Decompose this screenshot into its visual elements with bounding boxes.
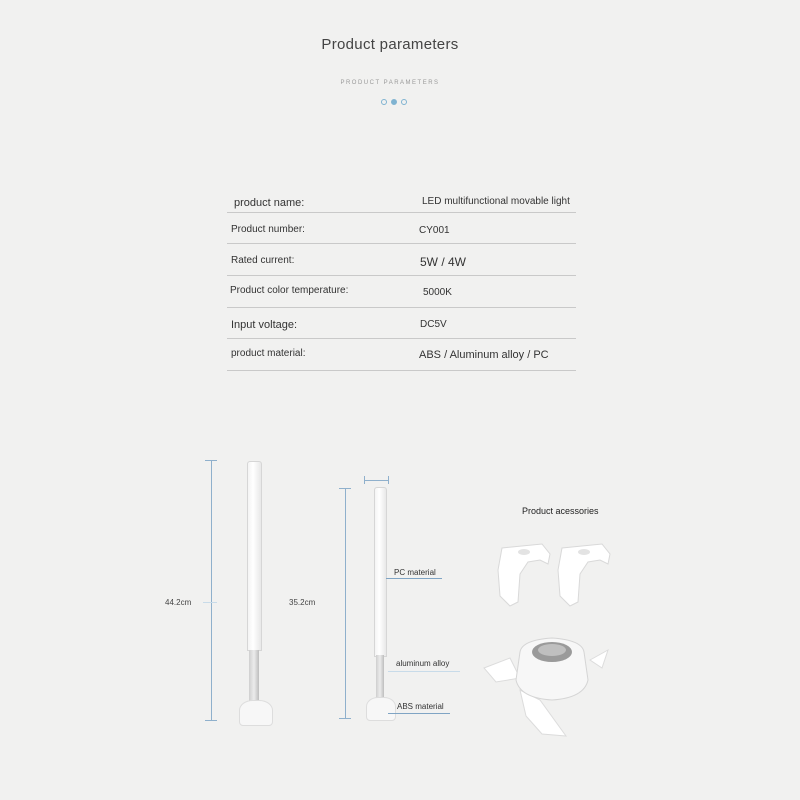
param-row-current — [227, 244, 576, 276]
tube-height-label: 35.2cm — [289, 598, 316, 607]
lamp-base — [366, 697, 396, 721]
param-row-color-temp — [227, 276, 576, 308]
param-row-number — [227, 213, 576, 244]
param-value: LED multifunctional movable light — [422, 196, 570, 207]
decorative-dots — [381, 99, 411, 107]
lamp-stem — [376, 655, 384, 700]
aluminum-alloy-label: aluminum alloy — [396, 659, 450, 668]
param-label: Product number: — [231, 224, 305, 235]
page-subtitle: PRODUCT PARAMETERS — [340, 80, 440, 86]
base-mount-icon — [484, 638, 608, 736]
param-label: Rated current: — [231, 255, 295, 266]
accessories-image — [480, 530, 620, 750]
page-title: Product parameters — [321, 36, 459, 53]
pc-material-label: PC material — [394, 568, 436, 577]
dot-icon — [401, 99, 407, 105]
param-label: product material: — [231, 348, 306, 359]
param-value: ABS / Aluminum alloy / PC — [419, 349, 549, 361]
total-height-label: 44.2cm — [165, 598, 192, 607]
param-row-voltage — [227, 308, 576, 339]
param-label: Input voltage: — [231, 319, 298, 331]
param-value: CY001 — [419, 225, 450, 236]
abs-material-label: ABS material — [397, 702, 444, 711]
param-label: Product color temperature: — [230, 285, 349, 296]
clip-icon — [558, 544, 610, 606]
param-row-material — [227, 339, 576, 371]
dot-icon — [381, 99, 387, 105]
clip-icon — [498, 544, 550, 606]
param-row-name — [227, 183, 576, 213]
dot-icon — [391, 99, 397, 105]
lamp-stem — [249, 650, 259, 702]
param-value: DC5V — [420, 319, 447, 330]
lamp-tube — [247, 461, 262, 651]
lamp-base — [239, 700, 273, 726]
parameters-table — [227, 183, 576, 371]
param-value: 5W / 4W — [420, 255, 467, 269]
accessories-title: Product acessories — [522, 506, 599, 516]
param-value: 5000K — [423, 287, 452, 298]
lamp-tube — [374, 487, 387, 657]
param-label: product name: — [234, 197, 305, 209]
